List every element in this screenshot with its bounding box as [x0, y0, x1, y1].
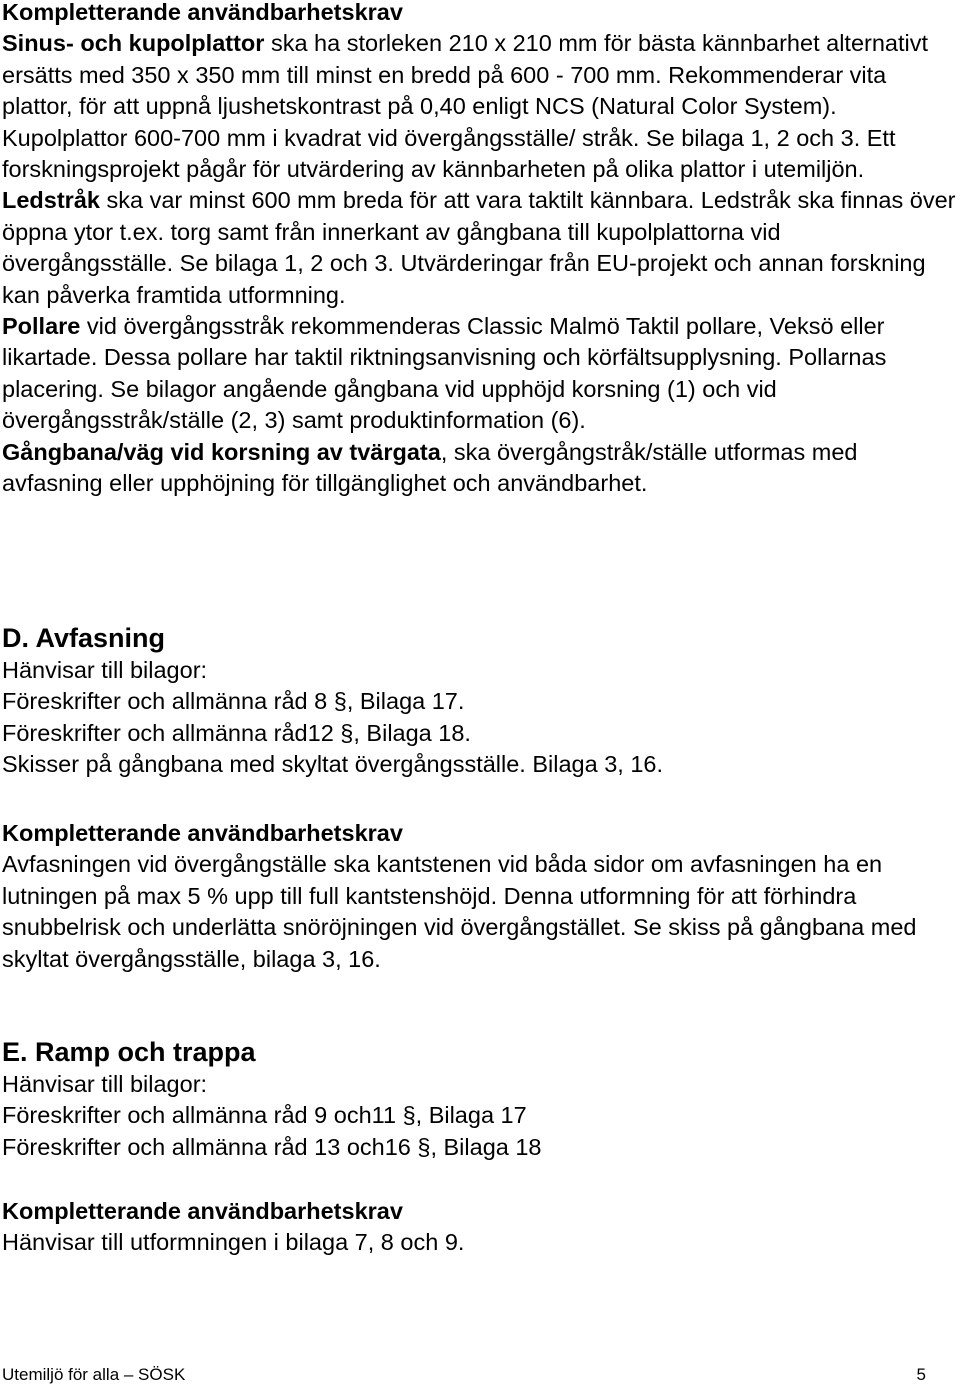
- section-d-requirements: [2, 818, 958, 975]
- ref-item: Föreskrifter och allmänna råd 9 och11 §, Bilaga 17: [2, 1102, 527, 1129]
- page-footer: [2, 1364, 926, 1386]
- requirements-heading: Kompletterande användbarhetskrav: [2, 0, 403, 25]
- refs-label: Hänvisar till bilagor:: [2, 1071, 208, 1097]
- requirements-text: Avfasningen vid övergångställe ska kantstenen vid båda sidor om avfasningen ha en lutningen på max 5 % upp till full kantstenshöjd. Denna utformning för att förhindra snubbelrisk och underlätta snöröjningen vid övergångstället. Se skiss på gångbana med skyltat övergångsställe, bilaga 3, 16.: [2, 851, 917, 972]
- ref-item: Föreskrifter och allmänna råd 13 och16 §, Bilaga 18: [2, 1133, 542, 1160]
- paragraph-text: ska var minst 600 mm breda för att vara taktilt kännbara. Ledstråk ska finnas över öppna ytor t.ex. torg samt från innerkant av gångbana till kupolplattorna vid övergångsställe. Se bilaga 1, 2 och 3. Utvärderingar från EU-projekt och annan forskning kan påverka framtida utformning.: [2, 187, 956, 308]
- section-e-refs: [2, 1069, 958, 1163]
- footer-title: Utemiljö för alla – SÖSK: [2, 1365, 186, 1384]
- page-number: 5: [916, 1365, 926, 1384]
- paragraph-text: , ska övergångstråk/ställe utformas med avfasning eller upphöjning för tillgänglighet och användbarhet.: [2, 438, 858, 497]
- refs-label: Hänvisar till bilagor:: [2, 657, 208, 683]
- section-d-refs: [2, 655, 958, 781]
- paragraph-lead: Ledstråk: [2, 187, 100, 214]
- section-e-title: E. Ramp och trappa: [2, 1037, 256, 1067]
- ref-item: Föreskrifter och allmänna råd 8 §, Bilaga 17.: [2, 688, 465, 715]
- paragraph-guide-strip: [2, 185, 958, 311]
- paragraph-lead: Sinus- och kupolplattor: [2, 30, 265, 57]
- requirements-text: Hänvisar till utformningen i bilaga 7, 8 och 9.: [2, 1229, 465, 1256]
- ref-item: Skisser på gångbana med skyltat övergångsställe. Bilaga 3, 16.: [2, 751, 664, 778]
- paragraph-text: vid övergångsstråk rekommenderas Classic Malmö Taktil pollare, Veksö eller likartade. Dessa pollare har taktil riktningsanvisning och körfältsupplysning. Pollarnas placering. Se bilagor angående gångbana vid upphöjd korsning (1) och vid övergångsstråk/ställe (2, 3) samt produktinformation (6).: [2, 313, 887, 434]
- section-e-requirements: [2, 1196, 958, 1259]
- paragraph-text: ska ha storleken 210 x 210 mm för bästa kännbarhet alternativt ersätts med 350 x 350 mm till minst en bredd på 600 - 700 mm. Rekommenderar vita plattor, för att uppnå ljushetskontrast på 0,40 enligt NCS (Natural Color System). Kupolplattor 600-700 mm i kvadrat vid övergångsställe/ stråk. Se bilaga 1, 2 och 3. Ett forskningsprojekt pågår för utvärdering av kännbarheten på olika plattor i utemiljön.: [2, 30, 929, 183]
- paragraph-crossing: [2, 437, 958, 500]
- requirements-heading: Kompletterande användbarhetskrav: [2, 1198, 403, 1224]
- section-d: [2, 621, 958, 655]
- ref-item: Föreskrifter och allmänna råd12 §, Bilaga 18.: [2, 719, 471, 746]
- section-e: [2, 1035, 958, 1069]
- paragraph-tiles: [2, 28, 958, 185]
- paragraph-lead: Gångbana/väg vid korsning av tvärgata: [2, 438, 441, 465]
- requirements-heading: Kompletterande användbarhetskrav: [2, 820, 403, 846]
- paragraph-lead: Pollare: [2, 313, 81, 340]
- section-d-title: D. Avfasning: [2, 623, 166, 653]
- paragraph-bollards: [2, 311, 958, 437]
- section-c-tail: [2, 0, 958, 500]
